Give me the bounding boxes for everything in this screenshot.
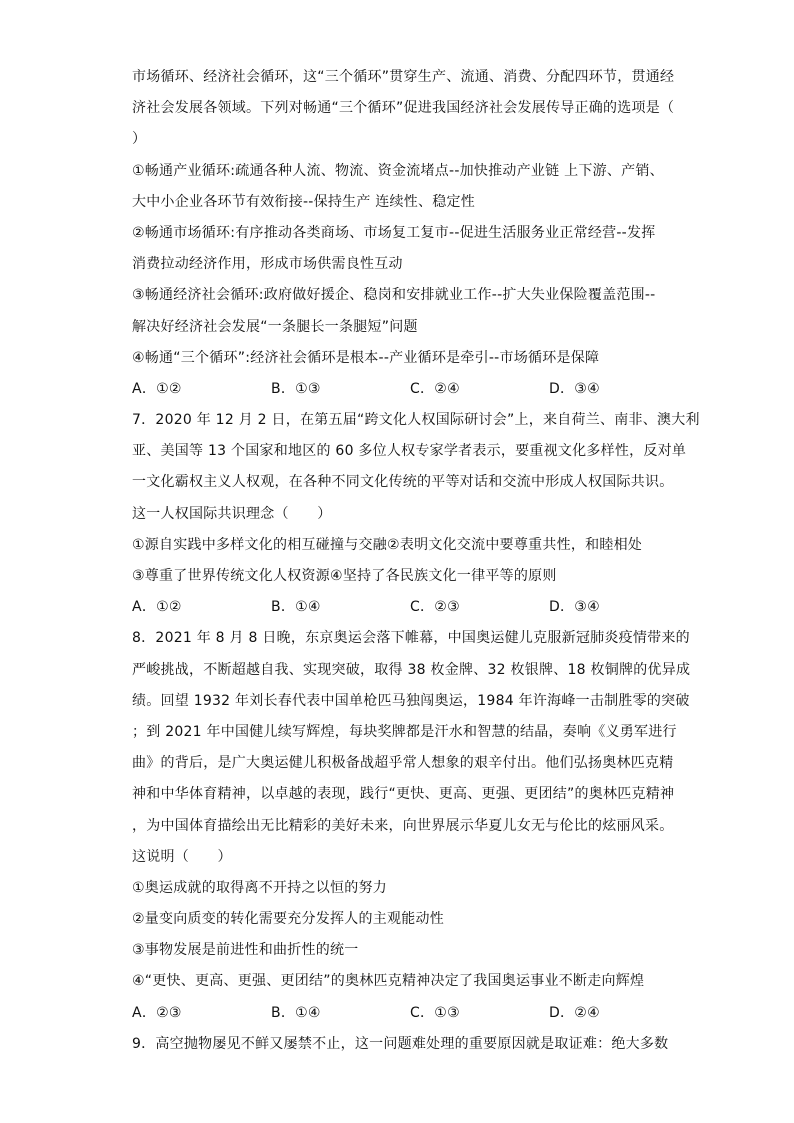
question-stem-line: ，为中国体育描绘出无比精彩的美好未来，向世界展示华夏儿女无与伦比的炫丽风采。 [132, 817, 674, 834]
question-stem-line: 8．2021 年 8 月 8 日晚，东京奥运会落下帷幕，中国奥运健儿克服新冠肺炎疫情带来的 [132, 630, 690, 647]
question-stem-line: 7．2020 年 12 月 2 日，在第五届“跨文化人权国际研讨会”上，来自荷兰、南非、澳大利 [132, 412, 700, 429]
statement-line: ①畅通产业循环:疏通各种人流、物流、资金流堵点--加快推动产业链 上下游、产销、 [132, 162, 664, 179]
statement-line: ①源自实践中多样文化的相互碰撞与交融②表明文化交流中要尊重共性，和睦相处 [132, 536, 643, 553]
statement-line: ③事物发展是前进性和曲折性的统一 [132, 942, 359, 959]
question-stem-line: 济社会发展各领域。下列对畅通“三个循环”促进我国经济社会发展传导正确的选项是（ [132, 100, 675, 117]
option-c: C．①③ [410, 1004, 460, 1021]
question-6 [132, 62, 675, 405]
statement-line: ④“更快、更高、更强、更团结”的奥林匹克精神决定了我国奥运事业不断走向辉煌 [132, 973, 645, 990]
answer-options [132, 374, 664, 405]
option-c: C．②④ [410, 380, 460, 397]
question-stem-line: 这说明（ ） [132, 848, 232, 865]
statement-line: ③畅通经济社会循环:政府做好援企、稳岗和安排就业工作--扩大失业保险覆盖范围-- [132, 287, 656, 304]
statement-line: ④畅通“三个循环”:经济社会循环是根本--产业循环是牵引--市场循环是保障 [132, 349, 600, 366]
question-stem-line: 严峻挑战，不断超越自我、实现突破，取得 38 枚金牌、32 枚银牌、18 枚铜牌的优异成 [132, 661, 691, 678]
option-b: B．①③ [271, 380, 321, 397]
exam-page [132, 62, 700, 1060]
option-b: B．①④ [271, 599, 321, 616]
statement-line: ③尊重了世界传统文化人权资源④坚持了各民族文化一律平等的原则 [132, 568, 557, 584]
question-8 [132, 623, 691, 1028]
statement-line: ②量变向质变的转化需要充分发挥人的主观能动性 [132, 911, 445, 928]
option-d: D．③④ [549, 599, 600, 616]
question-7 [132, 405, 700, 623]
question-stem-line: 市场循环、经济社会循环，这“三个循环”贯穿生产、流通、消费、分配四环节，贯通经 [132, 69, 675, 85]
option-b: B．①④ [271, 1004, 321, 1021]
question-stem-line: ；到 2021 年中国健儿续写辉煌，每块奖牌都是汗水和智慧的结晶，奏响《义勇军进行 [132, 723, 677, 740]
statement-line: ①奥运成就的取得离不开持之以恒的努力 [132, 879, 388, 896]
statement-line: 大中小企业各环节有效衔接--保持生产 连续性、稳定性 [132, 193, 476, 210]
answer-options [132, 998, 664, 1029]
option-a: A．②③ [132, 1004, 182, 1021]
option-d: D．②④ [549, 1004, 600, 1021]
option-a: A．①② [132, 380, 182, 397]
question-stem-line: 一文化霸权主义人权观，在各种不同文化传统的平等对话和交流中形成人权国际共识。 [132, 474, 674, 491]
question-stem-line: 神和中华体育精神，以卓越的表现，践行“更快、更高、更强、更团结”的奥林匹克精神 [132, 786, 675, 803]
question-stem-line: 绩。回望 1932 年刘长春代表中国单枪匹马独闯奥运，1984 年许海峰一击制胜零的突破 [132, 692, 690, 709]
option-c: C．②③ [410, 599, 460, 616]
question-stem-line: 9．高空抛物屡见不鲜又屡禁不止，这一问题难处理的重要原因就是取证难：绝大多数 [132, 1035, 669, 1052]
statement-line: ②畅通市场循环:有序推动各类商场、市场复工复市--促进生活服务业正常经营--发挥 [132, 224, 656, 241]
question-9 [132, 1029, 669, 1060]
statement-line: 消费拉动经济作用，形成市场供需良性互动 [132, 256, 403, 273]
question-stem-line: ） [132, 131, 147, 148]
question-stem-line: 亚、美国等 13 个国家和地区的 60 多位人权专家学者表示，要重视文化多样性，反对单 [132, 443, 687, 460]
option-a: A．①② [132, 599, 182, 616]
option-d: D．③④ [549, 380, 600, 397]
statement-line: 解决好经济社会发展“一条腿长一条腿短”问题 [132, 318, 418, 335]
question-stem-line: 这一人权国际共识理念（ ） [132, 505, 332, 522]
question-stem-line: 曲》的背后，是广大奥运健儿积极备战超乎常人想象的艰辛付出。他们弘扬奥林匹克精 [132, 755, 674, 772]
answer-options [132, 592, 664, 623]
